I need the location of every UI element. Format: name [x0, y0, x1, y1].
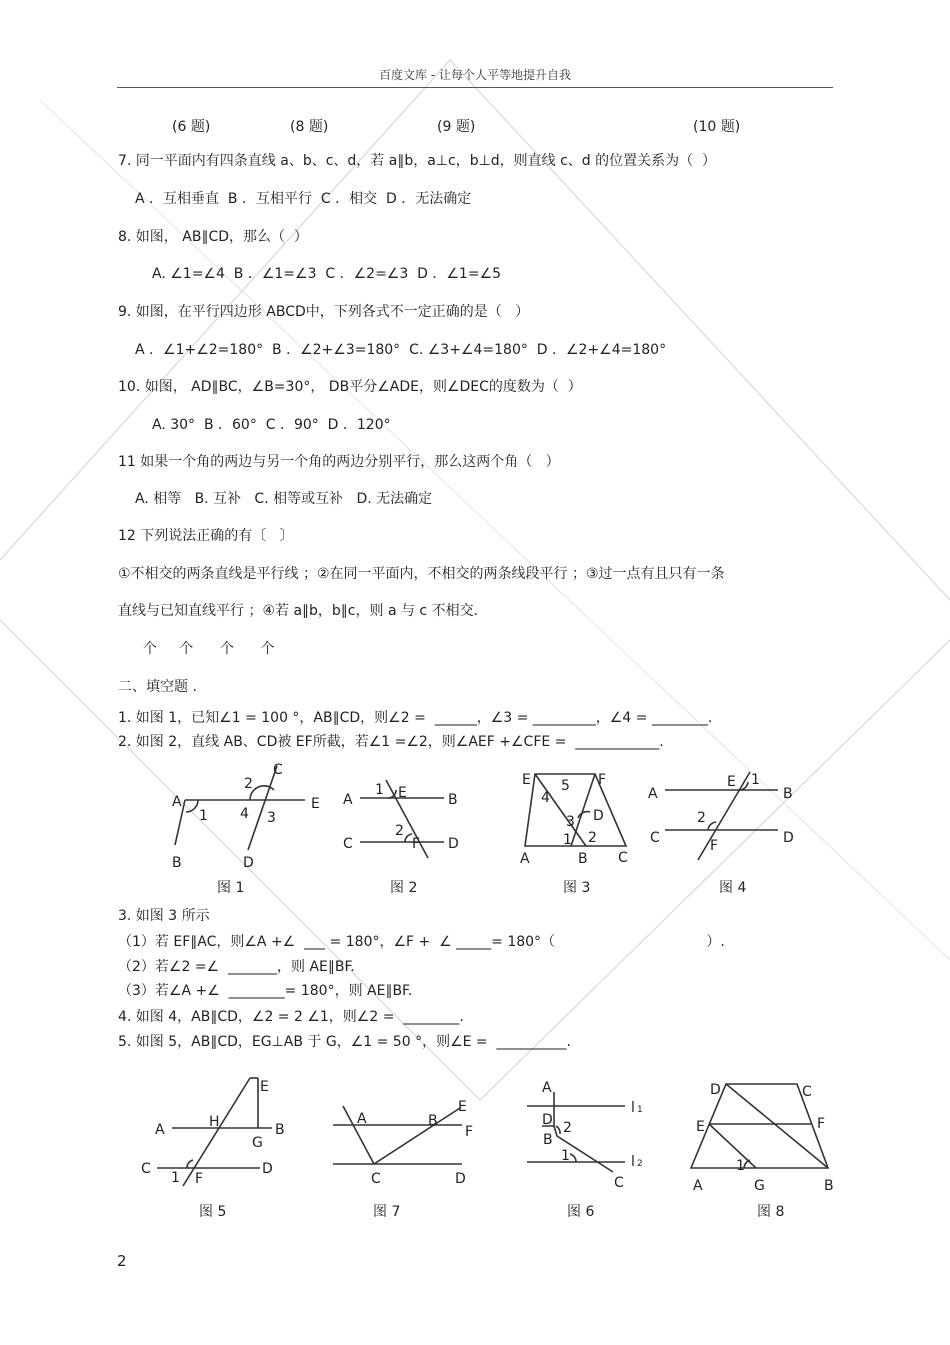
caption-fig-8: 图 8	[757, 1204, 785, 1220]
section-fill-blank: 二、填空题 .	[118, 679, 197, 695]
f2-label-2: 2	[395, 823, 404, 839]
f4-label-2: 2	[697, 810, 706, 826]
fill-question-3-2: （2）若∠2 =∠ _______，则 AE∥BF.	[118, 959, 355, 975]
f5-label-C: C	[141, 1161, 151, 1177]
question-7-options: A ．互相垂直 B ．互相平行 C ．相交 D ．无法确定	[135, 191, 472, 207]
f1-label-B: B	[172, 855, 182, 871]
f3-label-1: 1	[563, 832, 572, 848]
figure-3-labels	[520, 772, 628, 867]
question-8-options: A. ∠1=∠4 B ．∠1=∠3 C ．∠2=∠3 D ．∠1=∠5	[152, 266, 502, 282]
figure-7-labels	[357, 1099, 473, 1187]
question-12-statements-cont: 直线与已知直线平行 ；④若 a∥b，b∥c，则 a 与 c 不相交.	[118, 603, 479, 619]
f1-label-E: E	[311, 796, 320, 812]
f6-label-2: 2	[563, 1120, 572, 1136]
fill-question-3: 3. 如图 3 所示	[118, 908, 210, 924]
f8-label-B: B	[824, 1178, 834, 1194]
fill-question-2: 2. 如图 2，直线 AB、CD被 EF所截，若∠1 =∠2，则∠AEF +∠CFE = ____________.	[118, 734, 664, 750]
f8-label-1: 1	[736, 1158, 745, 1174]
f3-label-B: B	[578, 851, 588, 867]
figure-4-labels	[648, 772, 794, 854]
ref-q9: (9 题)	[437, 119, 476, 135]
figure-2	[360, 780, 444, 858]
f6-label-A: A	[542, 1080, 552, 1096]
f7-label-C: C	[371, 1171, 381, 1187]
f6-label-l2: l	[631, 1154, 635, 1170]
figure-5-labels	[141, 1079, 285, 1187]
question-8: 8. 如图， AB∥CD，那么（ ）	[118, 229, 308, 245]
f3-label-D: D	[593, 808, 604, 824]
figure-7	[333, 1106, 462, 1164]
f6-label-l1: l	[631, 1100, 635, 1116]
f4-label-1: 1	[751, 772, 760, 788]
f6-label-l2-sub: 2	[637, 1159, 643, 1169]
f2-label-E: E	[398, 785, 407, 801]
figure-1-labels	[172, 762, 320, 871]
caption-fig-2: 图 2	[390, 880, 418, 896]
page-header: 百度文库 - 让每个人平等地提升自我	[379, 68, 571, 82]
f6-label-D: D	[542, 1112, 553, 1128]
figure-6-labels	[542, 1080, 643, 1191]
f7-label-A: A	[357, 1111, 367, 1127]
f5-label-A: A	[155, 1122, 165, 1138]
f5-label-G: G	[252, 1135, 263, 1151]
figure-1	[175, 766, 305, 850]
question-9-options: A ．∠1+∠2=180° B ．∠2+∠3=180° C. ∠3+∠4=180° D ．∠2+∠4=180°	[135, 342, 667, 358]
figure-3	[525, 774, 626, 846]
f5-label-H: H	[209, 1114, 220, 1130]
question-10-options: A. 30° B ．60° C ．90° D ．120°	[152, 417, 391, 433]
figure-2-labels	[343, 782, 459, 852]
f2-label-A: A	[343, 792, 353, 808]
ref-q10: (10 题)	[693, 119, 741, 135]
f7-label-D: D	[455, 1171, 466, 1187]
f5-label-F: F	[195, 1171, 204, 1187]
f4-label-D: D	[783, 830, 794, 846]
question-10: 10. 如图， AD∥BC，∠B=30°， DB平分∠ADE，则∠DEC的度数为（ ）	[118, 379, 582, 395]
f5-label-E: E	[260, 1079, 269, 1095]
f8-label-E: E	[696, 1119, 705, 1135]
f2-label-D: D	[448, 836, 459, 852]
fill-question-1: 1. 如图 1，已知∠1 = 100 °，AB∥CD，则∠2 = ______，∠3 = _________，∠4 = ________.	[118, 710, 713, 726]
f6-label-B: B	[543, 1132, 553, 1148]
f2-label-1: 1	[375, 782, 384, 798]
question-12-options: 个 个 个 个	[143, 641, 275, 657]
f2-label-B: B	[448, 792, 458, 808]
caption-fig-4: 图 4	[719, 880, 747, 896]
f1-label-3: 3	[267, 810, 276, 826]
f8-label-F: F	[817, 1116, 826, 1132]
f3-label-C: C	[618, 850, 628, 866]
f3-label-5: 5	[561, 778, 570, 794]
f8-label-G: G	[754, 1178, 765, 1194]
f7-label-F: F	[465, 1124, 474, 1140]
f1-label-2: 2	[244, 776, 253, 792]
page-number: 2	[117, 1252, 127, 1270]
figure-5	[157, 1078, 272, 1186]
f5-label-D: D	[262, 1161, 273, 1177]
fill-question-4: 4. 如图 4，AB∥CD，∠2 = 2 ∠1，则∠2 = ________.	[118, 1009, 464, 1025]
f7-label-E: E	[458, 1099, 467, 1115]
ref-q6: (6 题)	[172, 119, 211, 135]
f6-label-C: C	[614, 1175, 624, 1191]
question-11: 11 如果一个角的两边与另一个角的两边分别平行，那么这两个角（ ）	[118, 454, 560, 470]
question-11-options: A. 相等 B. 互补 C. 相等或互补 D. 无法确定	[135, 491, 433, 507]
ref-q8: (8 题)	[290, 119, 329, 135]
f8-label-D: D	[710, 1082, 721, 1098]
fill-question-3-3: （3）若∠A +∠ ________= 180°，则 AE∥BF.	[118, 983, 413, 999]
f7-label-B: B	[428, 1113, 438, 1129]
caption-fig-7: 图 7	[373, 1204, 401, 1220]
f4-label-F: F	[710, 838, 719, 854]
caption-fig-6: 图 6	[567, 1204, 595, 1220]
f8-label-A: A	[693, 1178, 703, 1194]
f4-label-E: E	[727, 774, 736, 790]
figure-8-labels	[693, 1082, 834, 1194]
fill-question-3-1: （1）若 EF∥AC，则∠A +∠ ___ = 180°，∠F + ∠ _____= 180°（ ）.	[118, 934, 725, 950]
f1-label-A: A	[172, 794, 182, 810]
f4-label-B: B	[783, 786, 793, 802]
f6-label-1: 1	[561, 1148, 570, 1164]
question-9: 9. 如图，在平行四边形 ABCD中，下列各式不一定正确的是（ ）	[118, 304, 530, 320]
fill-question-5: 5. 如图 5，AB∥CD，EG⊥AB 于 G，∠1 = 50 °，则∠E = __________.	[118, 1034, 572, 1050]
f1-label-C: C	[273, 762, 283, 778]
f2-label-C: C	[343, 836, 353, 852]
figure-4	[665, 772, 778, 860]
caption-fig-5: 图 5	[199, 1204, 227, 1220]
f1-label-D: D	[243, 855, 254, 871]
f2-label-F: F	[412, 836, 421, 852]
f3-label-4: 4	[541, 790, 550, 806]
f3-label-E: E	[522, 772, 531, 788]
header-divider	[117, 87, 833, 88]
caption-fig-3: 图 3	[563, 880, 591, 896]
f3-label-3: 3	[566, 814, 575, 830]
f1-label-4: 4	[240, 806, 249, 822]
f4-label-C: C	[650, 830, 660, 846]
f1-label-1: 1	[199, 808, 208, 824]
question-12: 12 下列说法正确的有〔 〕	[118, 528, 294, 544]
figure-8	[691, 1084, 828, 1168]
figure-6	[527, 1092, 625, 1172]
question-12-statements: ①不相交的两条直线是平行线 ；②在同一平面内，不相交的两条线段平行 ；③过一点有且只有一条	[118, 566, 725, 582]
f3-label-A: A	[520, 851, 530, 867]
f6-label-l1-sub: 1	[637, 1105, 643, 1115]
f8-label-C: C	[802, 1084, 812, 1100]
question-7: 7. 同一平面内有四条直线 a、b、c、d，若 a∥b，a⊥c，b⊥d，则直线 c、d 的位置关系为（ ）	[118, 153, 717, 169]
f5-label-1: 1	[171, 1170, 180, 1186]
f4-label-A: A	[648, 786, 658, 802]
caption-fig-1: 图 1	[217, 880, 245, 896]
f5-label-B: B	[275, 1122, 285, 1138]
f3-label-2: 2	[588, 830, 597, 846]
f3-label-F: F	[598, 772, 607, 788]
